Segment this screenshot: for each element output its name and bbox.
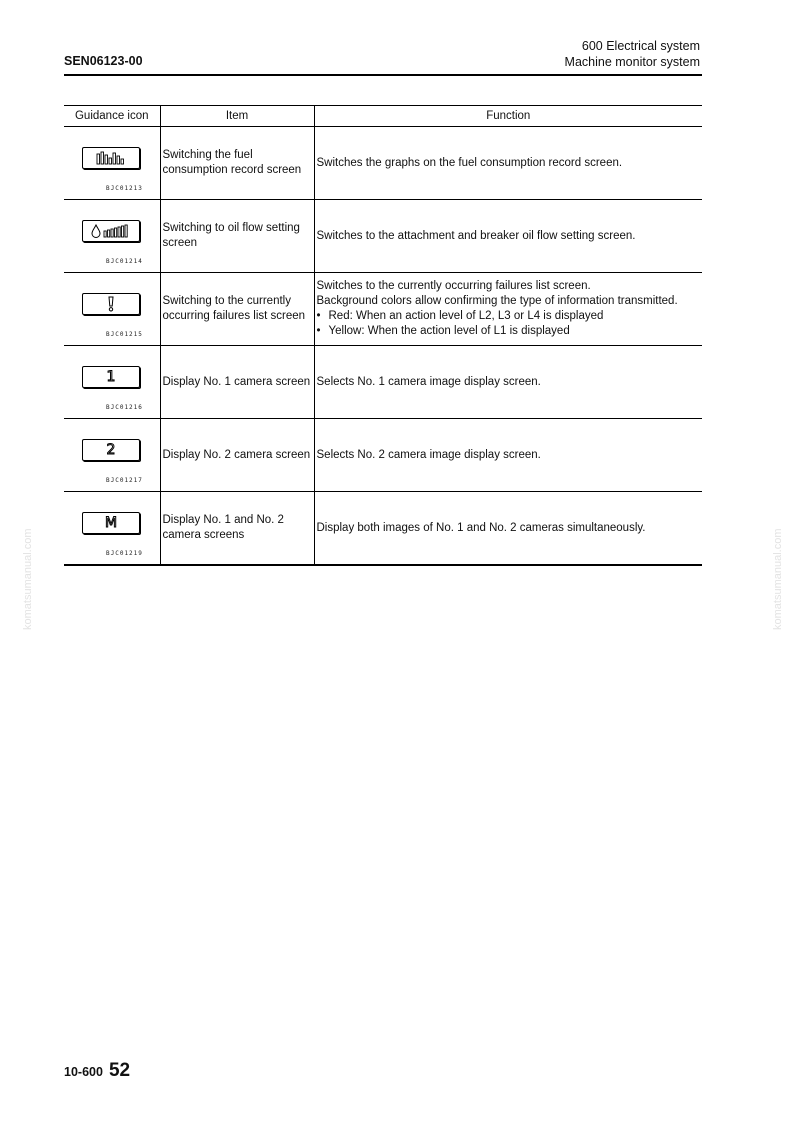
icon-glyph: 2 — [106, 442, 116, 458]
function-text: Selects No. 2 camera image display screen. — [316, 448, 541, 461]
function-text: Display both images of No. 1 and No. 2 cameras simultaneously. — [316, 521, 646, 534]
column-header-item: Item — [160, 106, 314, 127]
figure-id: BJC01219 — [106, 550, 143, 557]
function-cell — [314, 492, 702, 566]
list-item: • Yellow: When the action level of L1 is displayed — [317, 324, 701, 339]
function-text: Background colors allow confirming the type of information transmitted. — [316, 295, 678, 307]
table-row — [64, 419, 702, 492]
fuel-consumption-graph-icon — [82, 147, 140, 169]
item-cell: Display No. 1 and No. 2 camera screens — [160, 492, 314, 566]
exclamation-icon — [82, 293, 140, 315]
camera-2-icon — [82, 439, 140, 461]
watermark-left: komatsumanual.com — [22, 528, 34, 630]
function-cell — [314, 127, 702, 200]
table-row — [64, 273, 702, 346]
section-title — [565, 38, 700, 70]
list-item: • Red: When an action level of L2, L3 or L4 is displayed — [317, 309, 701, 324]
document-code: SEN06123-00 — [64, 54, 143, 68]
table-row — [64, 346, 702, 419]
item-cell: Display No. 1 camera screen — [160, 346, 314, 419]
function-cell — [314, 346, 702, 419]
figure-id: BJC01214 — [106, 258, 143, 265]
oil-drop-flow-icon — [82, 220, 140, 242]
item-cell: Switching to the currently occurring failures list screen — [160, 273, 314, 346]
function-text: Switches the graphs on the fuel consumption record screen. — [316, 156, 623, 169]
guidance-icon-cell — [64, 419, 160, 492]
figure-id: BJC01213 — [106, 185, 143, 192]
page-footer — [64, 1060, 130, 1082]
section-title-line-1: 600 Electrical system — [581, 39, 700, 53]
function-cell — [314, 200, 702, 273]
header-rule — [64, 74, 702, 76]
guidance-icon-table — [64, 105, 702, 566]
guidance-icon-cell — [64, 492, 160, 566]
figure-id: BJC01217 — [106, 477, 143, 484]
function-cell — [314, 419, 702, 492]
function-text: Switches to the currently occurring failures list screen. — [316, 280, 591, 292]
item-cell: Display No. 2 camera screen — [160, 419, 314, 492]
icon-glyph: M — [104, 515, 118, 531]
column-header-function: Function — [314, 106, 702, 127]
action-level-list — [317, 309, 701, 339]
item-cell: Switching to oil flow setting screen — [160, 200, 314, 273]
table-row — [64, 127, 702, 200]
camera-multi-icon — [82, 512, 140, 534]
figure-id: BJC01216 — [106, 404, 143, 411]
figure-id: BJC01215 — [106, 331, 143, 338]
function-cell — [314, 273, 702, 346]
item-cell: Switching the fuel consumption record screen — [160, 127, 314, 200]
guidance-icon-cell — [64, 127, 160, 200]
page-prefix: 10-600 — [64, 1065, 103, 1079]
guidance-icon-cell — [64, 200, 160, 273]
table-header-row — [64, 106, 702, 127]
guidance-icon-cell — [64, 346, 160, 419]
function-text: Switches to the attachment and breaker oil flow setting screen. — [316, 229, 636, 242]
page-number: 52 — [108, 1060, 131, 1081]
table-row — [64, 200, 702, 273]
icon-glyph: 1 — [106, 369, 116, 385]
column-header-guidance-icon: Guidance icon — [64, 106, 160, 127]
guidance-icon-cell — [64, 273, 160, 346]
section-title-line-2: Machine monitor system — [564, 55, 700, 69]
table-row — [64, 492, 702, 566]
camera-1-icon — [82, 366, 140, 388]
function-text: Selects No. 1 camera image display screen. — [316, 375, 541, 388]
watermark-right: komatsumanual.com — [772, 528, 784, 630]
